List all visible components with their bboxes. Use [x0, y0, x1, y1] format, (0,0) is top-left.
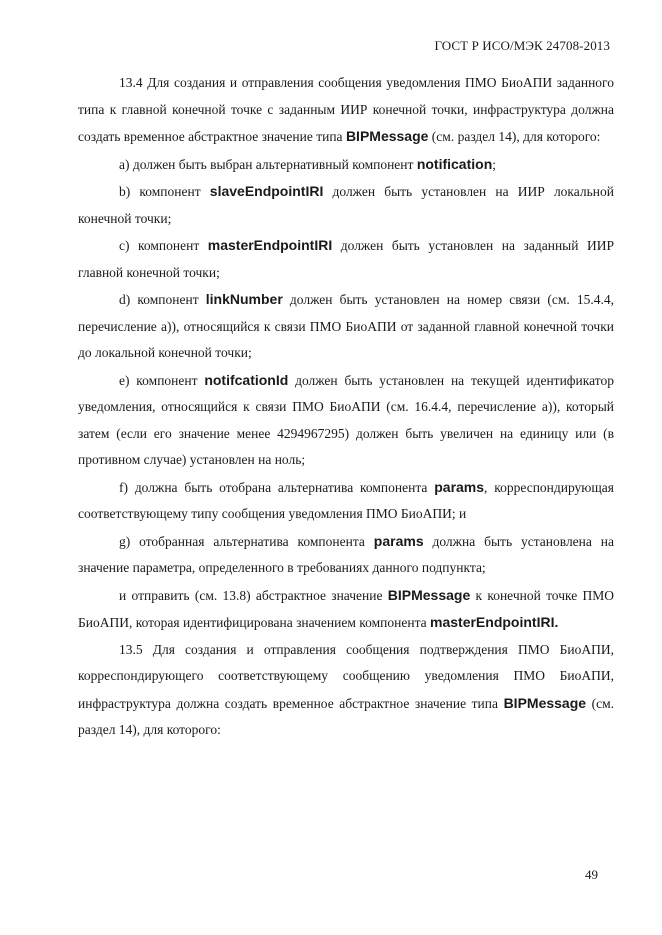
text: 13.5 Для создания и отправления сообщения подтверждения ПМО БиоАПИ, корреспондирующего соответствующему сообщению уведомления ПМО БиоАПИ, инфраструктура должна создать временное абстрактное значение типа — [78, 641, 614, 711]
text: c) компонент — [119, 238, 208, 253]
code-term: linkNumber — [205, 291, 283, 307]
text: a) должен быть выбран альтернативный компонент — [119, 156, 417, 172]
list-item-d — [78, 286, 614, 367]
page-number: 49 — [585, 867, 598, 882]
page-body — [78, 70, 614, 744]
text: к конечной точке ПМО БиоАПИ, которая идентифицирована значением компонента — [78, 587, 614, 630]
text: e) компонент — [119, 372, 205, 388]
text: должен быть установлен на текущей идентификатор уведомления, относящийся к связи ПМО БиоАПИ (см. 16.4.4, перечисление a)), который затем (если его значение менее 4294967295) должен быть увеличен на единицу или (в противном случае) установлен на ноль; — [78, 372, 614, 467]
text: должен быть установлен на ИИР локальной конечной точки; — [78, 184, 614, 226]
text: , корреспондирующая соответствующему типу сообщения уведомления ПМО БиоАПИ; и — [78, 479, 614, 521]
text: (см. раздел 14), для которого: — [78, 695, 615, 737]
code-term: BIPMessage — [387, 586, 471, 603]
text: должна быть установлена на значение параметра, определенного в требованиях данного подпункта; — [78, 533, 614, 575]
text: b) компонент — [119, 184, 210, 199]
list-item-f — [78, 474, 614, 528]
text: должен быть установлен на номер связи (см. 15.4.4, перечисление a)), относящийся к связи ПМО БиоАПИ от заданной главной конечной точки до локальной конечной точки; — [78, 292, 614, 360]
clause-13-5-paragraph — [78, 637, 614, 744]
list-item-c — [78, 232, 614, 286]
text: d) компонент — [119, 292, 206, 307]
text: должен быть установлен на заданный ИИР главной конечной точки; — [78, 238, 614, 280]
text: (см. раздел 14), для которого: — [428, 129, 601, 144]
text: f) должна быть отобрана альтернатива компонента — [119, 479, 435, 495]
list-item-b — [78, 178, 614, 232]
list-item-a — [78, 151, 614, 179]
text: и отправить (см. 13.8) абстрактное значение — [119, 587, 388, 603]
code-term: slaveEndpointIRI — [209, 183, 324, 199]
list-item-g — [78, 528, 614, 582]
text: 13.4 Для создания и отправления сообщения уведомления ПМО БиоАПИ заданного типа к главной конечной точке с заданным ИИР конечной точки, инфраструктура должна создать временное абстрактное значение типа — [78, 75, 614, 144]
code-term: notifcationId — [204, 371, 289, 388]
code-term: BIPMessage — [503, 694, 587, 711]
clause-13-4-paragraph — [78, 70, 614, 151]
code-term: notification — [416, 155, 493, 172]
code-term: params — [373, 532, 424, 549]
text: g) отобранная альтернатива компонента — [119, 533, 374, 549]
send-paragraph — [78, 582, 614, 637]
code-term: masterEndpointIRI — [207, 237, 333, 253]
code-term: masterEndpointIRI. — [430, 614, 559, 630]
code-term: BIPMessage — [345, 128, 429, 144]
text: ; — [492, 156, 497, 172]
running-header: ГОСТ Р ИСО/МЭК 24708-2013 — [434, 38, 610, 53]
list-item-e — [78, 367, 614, 474]
code-term: params — [434, 478, 485, 495]
